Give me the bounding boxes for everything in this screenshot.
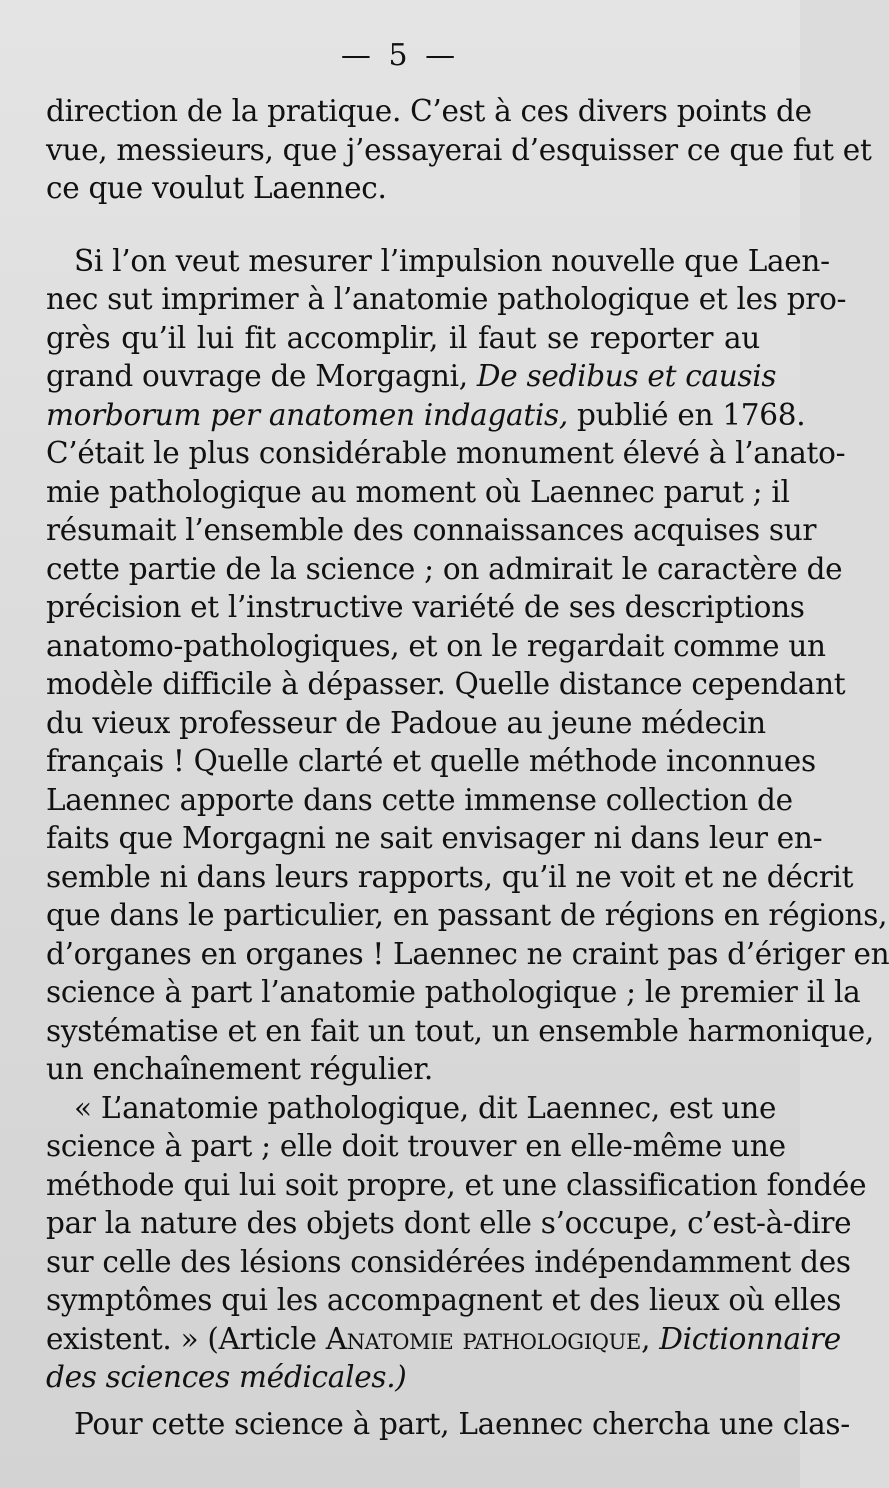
text-fragment: existent. » (Article [46,1321,317,1356]
text-line: précision et l’instructive variété de ses descriptions [46,590,805,624]
text-line [46,1320,841,1359]
text-line: « L’anatomie pathologique, dit Laennec, est une [74,1090,777,1125]
small-caps-article: Anatomie pathologique, [325,1321,651,1356]
text-line: grès qu’il lui fit accomplir, il faut se reporter au [46,320,760,355]
text-line: symptômes qui les accompagnent et des lieux où elles [46,1283,842,1317]
text-line: un enchaînement régulier. [46,1052,434,1086]
text-line: Si l’on veut mesurer l’impulsion nouvelle que Laen- [74,243,830,278]
text-line: par la nature des objets dont elle s’occupe, c’est-à-dire [46,1206,852,1240]
text-line: méthode qui lui soit propre, et une classification fondée [46,1167,867,1202]
text-line: que dans le particulier, en passant de régions en régions, [46,898,888,932]
text-line [46,396,806,435]
text-fragment: grand ouvrage de Morgagni, [46,359,468,393]
text-line: nec sut imprimer à l’anatomie pathologique et les pro- [46,282,847,316]
paragraph-gap [46,208,760,242]
italic-title: De sedibus et causis [476,359,777,393]
text-line: vue, messieurs, que j’essayerai d’esquisser ce que fut et [46,132,872,167]
italic-title: Dictionnaire [659,1321,841,1356]
text-line: cette partie de la science ; on admirait le caractère de [46,551,843,586]
text-line [46,357,777,396]
paragraph-gap [46,1397,760,1405]
text-line: faits que Morgagni ne sait envisager ni dans leur en- [46,821,823,855]
page-number: — 5 — [340,38,460,73]
text-line: ce que voulut Laennec. [46,171,387,205]
text-line: Pour cette science à part, Laennec chercha une clas- [74,1406,850,1441]
text-line: science à part l’anatomie pathologique ; le premier il la [46,975,861,1009]
text-line: semble ni dans leurs rapports, qu’il ne voit et ne décrit [46,859,854,894]
text-fragment: publié en 1768. [577,397,806,432]
body-text [46,92,889,1443]
text-line: science à part ; elle doit trouver en elle-même une [46,1129,786,1163]
text-line: sur celle des lésions considérées indépendamment des [46,1244,851,1279]
text-line: systématise et en fait un tout, un ensemble harmonique, [46,1013,875,1048]
text-line: résumait l’ensemble des connaissances acquises sur [46,513,817,547]
italic-title: morborum per anatomen indagatis, [46,397,568,432]
text-line: des sciences médicales.) [46,1360,407,1394]
text-line: C’était le plus considérable monument élevé à l’anato- [46,436,846,470]
text-line: du vieux professeur de Padoue au jeune médecin [46,705,766,740]
text-line: mie pathologique au moment où Laennec parut ; il [46,474,790,509]
text-line: Laennec apporte dans cette immense collection de [46,782,793,817]
text-line: d’organes en organes ! Laennec ne craint pas d’ériger en [46,936,889,971]
text-line: modèle difficile à dépasser. Quelle distance cependant [46,667,846,701]
text-line: direction de la pratique. C’est à ces divers points de [46,94,812,128]
text-line: anatomo-pathologiques, et on le regardait comme un [46,628,826,663]
text-line: français ! Quelle clarté et quelle méthode inconnues [46,744,816,778]
